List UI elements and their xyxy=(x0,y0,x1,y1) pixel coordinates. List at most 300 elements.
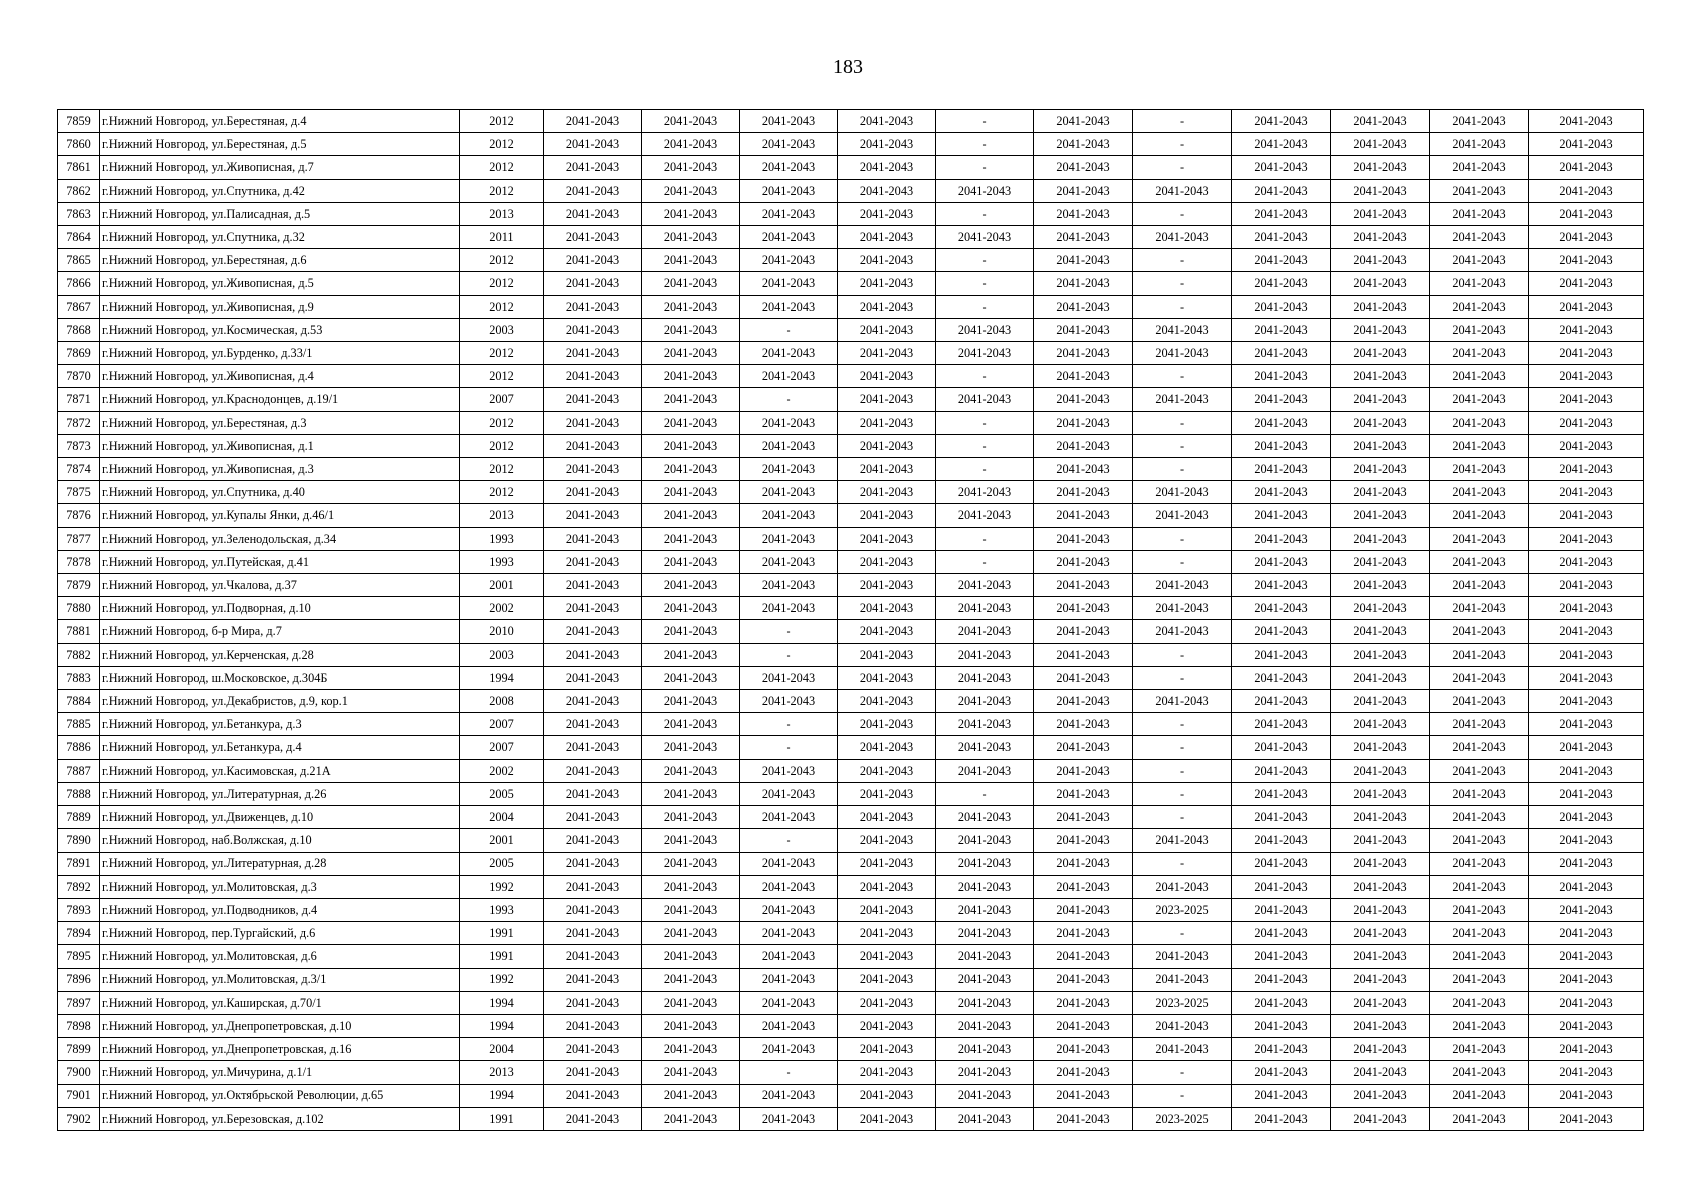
period-cell: 2041-2043 xyxy=(544,133,642,156)
housing-register-table xyxy=(57,109,1644,1131)
period-cell: 2041-2043 xyxy=(1034,852,1133,875)
period-cell: 2041-2043 xyxy=(642,156,740,179)
period-cell: 2041-2043 xyxy=(1529,156,1644,179)
period-cell: - xyxy=(936,272,1034,295)
period-cell: 2041-2043 xyxy=(1430,156,1529,179)
period-cell: 2041-2043 xyxy=(1232,365,1331,388)
period-cell: 2041-2043 xyxy=(838,829,936,852)
period-cell: 2041-2043 xyxy=(544,1084,642,1107)
period-cell: - xyxy=(936,365,1034,388)
period-cell: - xyxy=(1133,666,1232,689)
period-cell: 2041-2043 xyxy=(1232,782,1331,805)
year-cell: 2003 xyxy=(460,318,544,341)
period-cell: 2041-2043 xyxy=(838,179,936,202)
period-cell: 2041-2043 xyxy=(740,226,838,249)
period-cell: 2041-2043 xyxy=(936,875,1034,898)
table-row xyxy=(58,342,1644,365)
period-cell: 2041-2043 xyxy=(1331,110,1430,133)
period-cell: 2041-2043 xyxy=(1232,318,1331,341)
period-cell: 2041-2043 xyxy=(544,504,642,527)
address-cell: г.Нижний Новгород, ул.Днепропетровская, д.16 xyxy=(100,1038,460,1061)
period-cell: 2041-2043 xyxy=(1529,133,1644,156)
period-cell: 2041-2043 xyxy=(544,342,642,365)
period-cell: 2041-2043 xyxy=(838,156,936,179)
period-cell: 2041-2043 xyxy=(1034,550,1133,573)
period-cell: 2041-2043 xyxy=(642,434,740,457)
period-cell: 2041-2043 xyxy=(642,666,740,689)
period-cell: 2041-2043 xyxy=(642,318,740,341)
period-cell: 2041-2043 xyxy=(838,1061,936,1084)
period-cell: - xyxy=(1133,550,1232,573)
period-cell: 2041-2043 xyxy=(1232,829,1331,852)
address-cell: г.Нижний Новгород, ул.Живописная, д.3 xyxy=(100,458,460,481)
period-cell: 2041-2043 xyxy=(1331,388,1430,411)
period-cell: 2041-2043 xyxy=(1529,852,1644,875)
row-number-cell: 7870 xyxy=(58,365,100,388)
address-cell: г.Нижний Новгород, ул.Живописная, д.1 xyxy=(100,434,460,457)
period-cell: 2041-2043 xyxy=(544,945,642,968)
period-cell: 2041-2043 xyxy=(838,481,936,504)
period-cell: 2041-2043 xyxy=(642,898,740,921)
period-cell: 2041-2043 xyxy=(838,782,936,805)
period-cell: - xyxy=(1133,852,1232,875)
period-cell: 2041-2043 xyxy=(1331,1061,1430,1084)
period-cell: 2041-2043 xyxy=(1133,597,1232,620)
period-cell: 2041-2043 xyxy=(1034,365,1133,388)
period-cell: 2041-2043 xyxy=(544,597,642,620)
period-cell: 2041-2043 xyxy=(1034,110,1133,133)
period-cell: 2041-2043 xyxy=(1232,736,1331,759)
period-cell: 2041-2043 xyxy=(1430,434,1529,457)
period-cell: 2041-2043 xyxy=(544,1038,642,1061)
period-cell: 2041-2043 xyxy=(740,945,838,968)
year-cell: 1991 xyxy=(460,945,544,968)
period-cell: 2041-2043 xyxy=(936,226,1034,249)
period-cell: - xyxy=(740,318,838,341)
period-cell: 2041-2043 xyxy=(1232,759,1331,782)
year-cell: 2011 xyxy=(460,226,544,249)
period-cell: 2041-2043 xyxy=(936,898,1034,921)
period-cell: 2041-2043 xyxy=(1529,318,1644,341)
period-cell: 2041-2043 xyxy=(544,690,642,713)
period-cell: 2041-2043 xyxy=(642,1061,740,1084)
address-cell: г.Нижний Новгород, ул.Чкалова, д.37 xyxy=(100,574,460,597)
row-number-cell: 7865 xyxy=(58,249,100,272)
period-cell: 2041-2043 xyxy=(838,411,936,434)
row-number-cell: 7900 xyxy=(58,1061,100,1084)
row-number-cell: 7893 xyxy=(58,898,100,921)
period-cell: 2041-2043 xyxy=(740,458,838,481)
address-cell: г.Нижний Новгород, б-р Мира, д.7 xyxy=(100,620,460,643)
period-cell: 2041-2043 xyxy=(1430,898,1529,921)
row-number-cell: 7866 xyxy=(58,272,100,295)
row-number-cell: 7888 xyxy=(58,782,100,805)
period-cell: 2041-2043 xyxy=(1034,922,1133,945)
period-cell: 2041-2043 xyxy=(1331,1014,1430,1037)
period-cell: 2041-2043 xyxy=(1430,1084,1529,1107)
period-cell: 2041-2043 xyxy=(1331,713,1430,736)
table-row xyxy=(58,736,1644,759)
period-cell: 2041-2043 xyxy=(1034,945,1133,968)
row-number-cell: 7884 xyxy=(58,690,100,713)
period-cell: 2041-2043 xyxy=(642,620,740,643)
period-cell: 2041-2043 xyxy=(1331,202,1430,225)
year-cell: 2013 xyxy=(460,1061,544,1084)
period-cell: 2041-2043 xyxy=(838,597,936,620)
period-cell: 2041-2043 xyxy=(544,875,642,898)
period-cell: 2041-2043 xyxy=(1133,1038,1232,1061)
row-number-cell: 7898 xyxy=(58,1014,100,1037)
period-cell: 2041-2043 xyxy=(642,226,740,249)
period-cell: 2041-2043 xyxy=(1529,481,1644,504)
address-cell: г.Нижний Новгород, ул.Литературная, д.26 xyxy=(100,782,460,805)
period-cell: 2041-2043 xyxy=(1232,1038,1331,1061)
period-cell: 2041-2043 xyxy=(1034,481,1133,504)
address-cell: г.Нижний Новгород, ул.Путейская, д.41 xyxy=(100,550,460,573)
period-cell: 2041-2043 xyxy=(1430,782,1529,805)
table-row xyxy=(58,527,1644,550)
period-cell: 2041-2043 xyxy=(1529,806,1644,829)
year-cell: 2012 xyxy=(460,481,544,504)
period-cell: 2041-2043 xyxy=(642,690,740,713)
period-cell: 2041-2043 xyxy=(1331,481,1430,504)
period-cell: 2041-2043 xyxy=(1331,968,1430,991)
period-cell: 2041-2043 xyxy=(1034,666,1133,689)
period-cell: 2041-2043 xyxy=(1232,411,1331,434)
period-cell: 2041-2043 xyxy=(936,574,1034,597)
period-cell: 2041-2043 xyxy=(838,388,936,411)
period-cell: 2041-2043 xyxy=(936,829,1034,852)
period-cell: 2041-2043 xyxy=(642,806,740,829)
period-cell: 2041-2043 xyxy=(838,736,936,759)
period-cell: 2041-2043 xyxy=(1331,156,1430,179)
row-number-cell: 7889 xyxy=(58,806,100,829)
period-cell: 2041-2043 xyxy=(740,968,838,991)
period-cell: 2041-2043 xyxy=(1529,922,1644,945)
period-cell: 2041-2043 xyxy=(544,806,642,829)
year-cell: 2012 xyxy=(460,249,544,272)
year-cell: 1993 xyxy=(460,898,544,921)
period-cell: 2041-2043 xyxy=(838,110,936,133)
period-cell: 2041-2043 xyxy=(1232,875,1331,898)
period-cell: 2041-2043 xyxy=(1529,690,1644,713)
period-cell: 2041-2043 xyxy=(936,342,1034,365)
period-cell: 2041-2043 xyxy=(936,1014,1034,1037)
period-cell: 2041-2043 xyxy=(544,666,642,689)
table-row xyxy=(58,550,1644,573)
period-cell: 2041-2043 xyxy=(740,922,838,945)
period-cell: 2041-2043 xyxy=(642,922,740,945)
period-cell: 2041-2043 xyxy=(1232,991,1331,1014)
period-cell: - xyxy=(1133,365,1232,388)
year-cell: 2007 xyxy=(460,388,544,411)
period-cell: 2023-2025 xyxy=(1133,991,1232,1014)
period-cell: 2041-2043 xyxy=(642,875,740,898)
table-row xyxy=(58,226,1644,249)
period-cell: 2041-2043 xyxy=(1529,713,1644,736)
period-cell: 2041-2043 xyxy=(1232,249,1331,272)
period-cell: 2041-2043 xyxy=(1034,272,1133,295)
period-cell: 2041-2043 xyxy=(936,690,1034,713)
period-cell: 2041-2043 xyxy=(1034,179,1133,202)
period-cell: 2041-2043 xyxy=(1430,759,1529,782)
row-number-cell: 7894 xyxy=(58,922,100,945)
year-cell: 2001 xyxy=(460,574,544,597)
period-cell: 2041-2043 xyxy=(936,666,1034,689)
year-cell: 2001 xyxy=(460,829,544,852)
period-cell: 2041-2043 xyxy=(1133,481,1232,504)
period-cell: 2041-2043 xyxy=(936,620,1034,643)
period-cell: 2041-2043 xyxy=(838,806,936,829)
period-cell: 2041-2043 xyxy=(838,945,936,968)
period-cell: 2041-2043 xyxy=(642,945,740,968)
period-cell: 2041-2043 xyxy=(740,690,838,713)
period-cell: 2041-2043 xyxy=(740,110,838,133)
period-cell: - xyxy=(740,388,838,411)
period-cell: 2041-2043 xyxy=(1133,690,1232,713)
period-cell: 2041-2043 xyxy=(1034,527,1133,550)
row-number-cell: 7876 xyxy=(58,504,100,527)
period-cell: 2041-2043 xyxy=(1331,736,1430,759)
period-cell: 2041-2043 xyxy=(1034,504,1133,527)
row-number-cell: 7885 xyxy=(58,713,100,736)
period-cell: 2041-2043 xyxy=(1133,968,1232,991)
period-cell: 2041-2043 xyxy=(544,411,642,434)
period-cell: 2041-2043 xyxy=(1529,504,1644,527)
period-cell: 2041-2043 xyxy=(838,458,936,481)
period-cell: - xyxy=(936,295,1034,318)
period-cell: - xyxy=(1133,110,1232,133)
period-cell: 2041-2043 xyxy=(740,1038,838,1061)
period-cell: 2041-2043 xyxy=(544,922,642,945)
year-cell: 2010 xyxy=(460,620,544,643)
address-cell: г.Нижний Новгород, ул.Спутника, д.32 xyxy=(100,226,460,249)
period-cell: 2041-2043 xyxy=(642,713,740,736)
year-cell: 2013 xyxy=(460,504,544,527)
period-cell: - xyxy=(1133,411,1232,434)
period-cell: 2041-2043 xyxy=(1034,318,1133,341)
year-cell: 1991 xyxy=(460,1107,544,1130)
period-cell: 2041-2043 xyxy=(1232,597,1331,620)
period-cell: 2041-2043 xyxy=(1430,1014,1529,1037)
period-cell: 2041-2043 xyxy=(1529,945,1644,968)
address-cell: г.Нижний Новгород, пер.Тургайский, д.6 xyxy=(100,922,460,945)
period-cell: 2041-2043 xyxy=(838,295,936,318)
table-row xyxy=(58,458,1644,481)
period-cell: 2041-2043 xyxy=(1430,342,1529,365)
table-row xyxy=(58,690,1644,713)
period-cell: 2041-2043 xyxy=(1430,922,1529,945)
period-cell: 2041-2043 xyxy=(1430,713,1529,736)
table-row xyxy=(58,481,1644,504)
year-cell: 1993 xyxy=(460,527,544,550)
period-cell: 2041-2043 xyxy=(544,365,642,388)
period-cell: 2041-2043 xyxy=(1331,434,1430,457)
period-cell: 2041-2043 xyxy=(1529,759,1644,782)
period-cell: - xyxy=(936,434,1034,457)
period-cell: 2041-2043 xyxy=(838,690,936,713)
address-cell: г.Нижний Новгород, ул.Декабристов, д.9, кор.1 xyxy=(100,690,460,713)
address-cell: г.Нижний Новгород, ул.Молитовская, д.3 xyxy=(100,875,460,898)
period-cell: 2041-2043 xyxy=(1529,434,1644,457)
year-cell: 2004 xyxy=(460,1038,544,1061)
address-cell: г.Нижний Новгород, наб.Волжская, д.10 xyxy=(100,829,460,852)
table-row xyxy=(58,574,1644,597)
period-cell: 2041-2043 xyxy=(936,945,1034,968)
period-cell: 2041-2043 xyxy=(1034,736,1133,759)
period-cell: 2041-2043 xyxy=(1529,295,1644,318)
year-cell: 2012 xyxy=(460,434,544,457)
period-cell: 2041-2043 xyxy=(1034,782,1133,805)
table-row xyxy=(58,1107,1644,1130)
year-cell: 2012 xyxy=(460,342,544,365)
period-cell: 2041-2043 xyxy=(740,133,838,156)
period-cell: 2041-2043 xyxy=(1430,272,1529,295)
period-cell: 2041-2043 xyxy=(1529,550,1644,573)
period-cell: 2041-2043 xyxy=(1232,110,1331,133)
period-cell: 2041-2043 xyxy=(544,318,642,341)
row-number-cell: 7875 xyxy=(58,481,100,504)
period-cell: 2041-2043 xyxy=(1331,643,1430,666)
row-number-cell: 7897 xyxy=(58,991,100,1014)
row-number-cell: 7880 xyxy=(58,597,100,620)
year-cell: 2002 xyxy=(460,759,544,782)
address-cell: г.Нижний Новгород, ул.Берестяная, д.3 xyxy=(100,411,460,434)
period-cell: 2041-2043 xyxy=(1133,829,1232,852)
period-cell: - xyxy=(936,110,1034,133)
row-number-cell: 7862 xyxy=(58,179,100,202)
table-row xyxy=(58,922,1644,945)
period-cell: 2041-2043 xyxy=(740,759,838,782)
period-cell: 2041-2043 xyxy=(936,504,1034,527)
row-number-cell: 7868 xyxy=(58,318,100,341)
period-cell: 2041-2043 xyxy=(1430,179,1529,202)
address-cell: г.Нижний Новгород, ул.Бурденко, д.33/1 xyxy=(100,342,460,365)
period-cell: 2041-2043 xyxy=(1529,411,1644,434)
period-cell: - xyxy=(1133,736,1232,759)
period-cell: 2041-2043 xyxy=(544,759,642,782)
period-cell: 2041-2043 xyxy=(936,922,1034,945)
period-cell: 2041-2043 xyxy=(838,1038,936,1061)
period-cell: 2041-2043 xyxy=(740,249,838,272)
period-cell: 2041-2043 xyxy=(544,736,642,759)
period-cell: 2041-2043 xyxy=(740,179,838,202)
period-cell: 2041-2043 xyxy=(1529,1061,1644,1084)
period-cell: 2041-2043 xyxy=(1529,574,1644,597)
period-cell: - xyxy=(1133,759,1232,782)
period-cell: 2041-2043 xyxy=(1430,295,1529,318)
period-cell: 2041-2043 xyxy=(936,713,1034,736)
period-cell: 2041-2043 xyxy=(1232,1107,1331,1130)
period-cell: 2041-2043 xyxy=(838,666,936,689)
address-cell: г.Нижний Новгород, ул.Березовская, д.102 xyxy=(100,1107,460,1130)
period-cell: 2041-2043 xyxy=(642,852,740,875)
period-cell: 2041-2043 xyxy=(1529,991,1644,1014)
table-row xyxy=(58,945,1644,968)
period-cell: - xyxy=(936,527,1034,550)
address-cell: г.Нижний Новгород, ул.Движенцев, д.10 xyxy=(100,806,460,829)
period-cell: 2041-2043 xyxy=(1331,1084,1430,1107)
row-number-cell: 7901 xyxy=(58,1084,100,1107)
period-cell: 2041-2043 xyxy=(1133,388,1232,411)
table-row xyxy=(58,806,1644,829)
period-cell: 2041-2043 xyxy=(838,898,936,921)
period-cell: 2041-2043 xyxy=(1232,922,1331,945)
period-cell: 2041-2043 xyxy=(1232,342,1331,365)
row-number-cell: 7896 xyxy=(58,968,100,991)
period-cell: 2041-2043 xyxy=(1034,898,1133,921)
year-cell: 2007 xyxy=(460,736,544,759)
period-cell: - xyxy=(1133,1084,1232,1107)
period-cell: 2041-2043 xyxy=(1034,1038,1133,1061)
period-cell: 2041-2043 xyxy=(838,434,936,457)
period-cell: 2041-2043 xyxy=(838,226,936,249)
period-cell: 2041-2043 xyxy=(936,643,1034,666)
address-cell: г.Нижний Новгород, ул.Живописная, д.7 xyxy=(100,156,460,179)
period-cell: 2041-2043 xyxy=(838,991,936,1014)
table-row xyxy=(58,1038,1644,1061)
period-cell: - xyxy=(1133,1061,1232,1084)
period-cell: 2041-2043 xyxy=(1232,898,1331,921)
table-row xyxy=(58,295,1644,318)
period-cell: 2041-2043 xyxy=(1529,829,1644,852)
period-cell: 2041-2043 xyxy=(1232,1084,1331,1107)
table-row xyxy=(58,782,1644,805)
period-cell: 2041-2043 xyxy=(1034,226,1133,249)
period-cell: 2041-2043 xyxy=(1331,342,1430,365)
period-cell: 2041-2043 xyxy=(1034,1107,1133,1130)
row-number-cell: 7861 xyxy=(58,156,100,179)
period-cell: 2041-2043 xyxy=(1430,991,1529,1014)
period-cell: 2041-2043 xyxy=(544,991,642,1014)
period-cell: 2041-2043 xyxy=(936,968,1034,991)
period-cell: 2041-2043 xyxy=(1331,782,1430,805)
period-cell: 2041-2043 xyxy=(642,574,740,597)
period-cell: 2041-2043 xyxy=(642,550,740,573)
period-cell: - xyxy=(936,550,1034,573)
period-cell: 2041-2043 xyxy=(1232,156,1331,179)
period-cell: 2041-2043 xyxy=(1232,643,1331,666)
row-number-cell: 7877 xyxy=(58,527,100,550)
row-number-cell: 7882 xyxy=(58,643,100,666)
period-cell: 2041-2043 xyxy=(642,481,740,504)
period-cell: 2041-2043 xyxy=(838,759,936,782)
period-cell: 2041-2043 xyxy=(1430,806,1529,829)
period-cell: 2041-2043 xyxy=(642,527,740,550)
period-cell: 2041-2043 xyxy=(936,1084,1034,1107)
period-cell: 2041-2043 xyxy=(642,991,740,1014)
period-cell: 2041-2043 xyxy=(838,342,936,365)
period-cell: 2041-2043 xyxy=(1034,249,1133,272)
table-row xyxy=(58,875,1644,898)
period-cell: 2041-2043 xyxy=(1331,272,1430,295)
period-cell: - xyxy=(1133,272,1232,295)
period-cell: - xyxy=(740,736,838,759)
period-cell: 2041-2043 xyxy=(1529,365,1644,388)
period-cell: 2041-2043 xyxy=(1529,1038,1644,1061)
table-row xyxy=(58,179,1644,202)
year-cell: 2002 xyxy=(460,597,544,620)
year-cell: 2012 xyxy=(460,458,544,481)
period-cell: - xyxy=(740,1061,838,1084)
address-cell: г.Нижний Новгород, ул.Литературная, д.28 xyxy=(100,852,460,875)
period-cell: 2041-2043 xyxy=(1430,875,1529,898)
period-cell: 2041-2043 xyxy=(544,226,642,249)
address-cell: г.Нижний Новгород, ул.Космическая, д.53 xyxy=(100,318,460,341)
row-number-cell: 7887 xyxy=(58,759,100,782)
period-cell: 2041-2043 xyxy=(544,898,642,921)
period-cell: 2041-2043 xyxy=(544,829,642,852)
